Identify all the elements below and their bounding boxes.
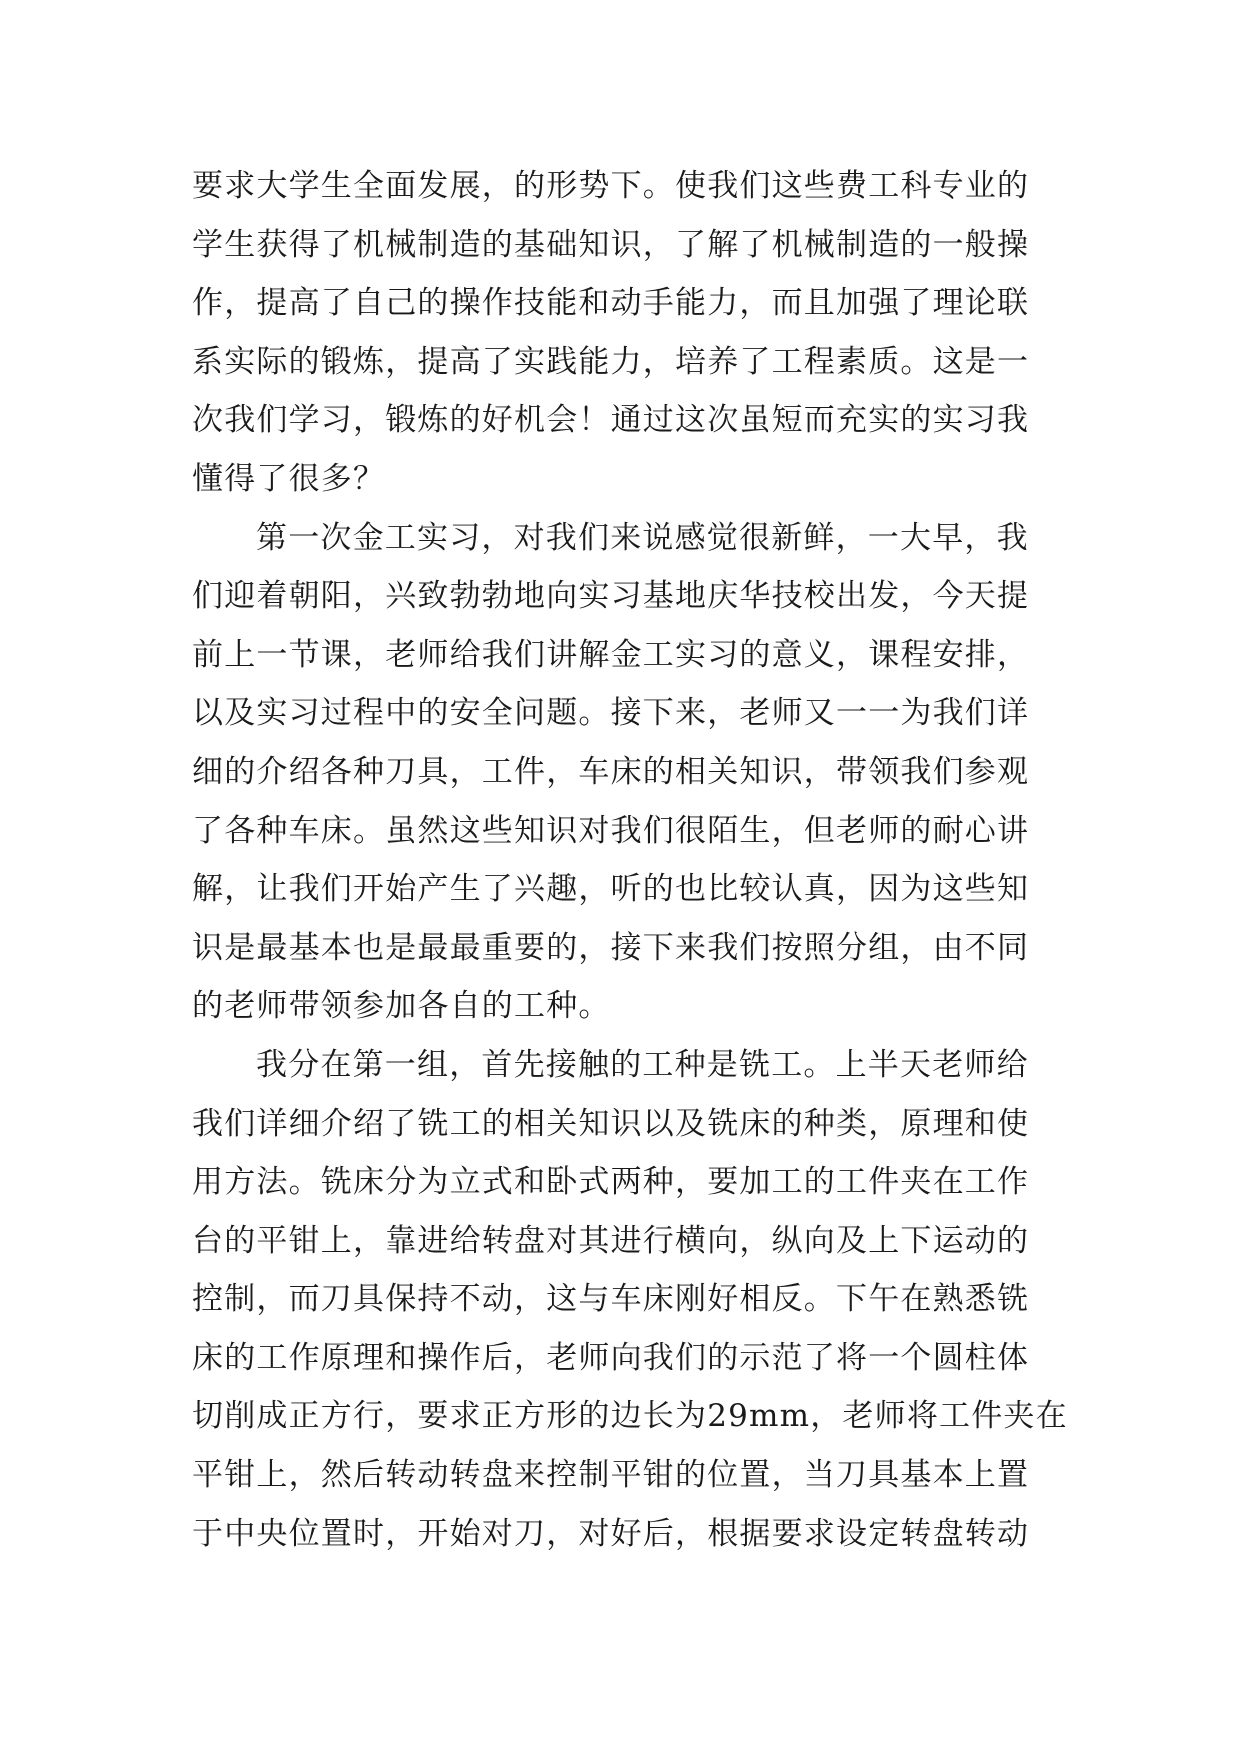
text-line: 台的平钳上，靠进给转盘对其进行横向，纵向及上下运动的 <box>192 1222 1030 1259</box>
text-line: 床的工作原理和操作后，老师向我们的示范了将一个圆柱体 <box>192 1339 1030 1376</box>
text-line: 系实际的锻炼，提高了实践能力，培养了工程素质。这是一 <box>192 343 1030 380</box>
text-line: 解，让我们开始产生了兴趣，听的也比较认真，因为这些知 <box>192 871 1030 908</box>
text-line: 控制，而刀具保持不动，这与车床刚好相反。下午在熟悉铣 <box>192 1281 1030 1318</box>
text-line: 前上一节课，老师给我们讲解金工实习的意义，课程安排， <box>192 636 1030 673</box>
text-line: 平钳上，然后转动转盘来控制平钳的位置，当刀具基本上置 <box>192 1457 1030 1494</box>
text-line: 细的介绍各种刀具，工件，车床的相关知识，带领我们参观 <box>192 753 1030 790</box>
text-line: 第一次金工实习，对我们来说感觉很新鲜，一大早，我 <box>256 519 1029 556</box>
text-line: 切削成正方行，要求正方形的边长为29mm，老师将工件夹在 <box>192 1398 1068 1435</box>
text-line: 们迎着朝阳，兴致勃勃地向实习基地庆华技校出发，今天提 <box>192 578 1030 615</box>
text-line: 用方法。铣床分为立式和卧式两种，要加工的工件夹在工作 <box>192 1164 1030 1201</box>
text-line: 我们详细介绍了铣工的相关知识以及铣床的种类，原理和使 <box>192 1105 1030 1142</box>
text-line: 懂得了很多？ <box>192 460 386 497</box>
text-line: 我分在第一组，首先接触的工种是铣工。上半天老师给 <box>256 1046 1029 1083</box>
text-line: 识是最基本也是最最重要的，接下来我们按照分组，由不同 <box>192 929 1030 966</box>
text-line: 要求大学生全面发展，的形势下。使我们这些费工科专业的 <box>192 168 1030 204</box>
text-line: 次我们学习，锻炼的好机会！通过这次虽短而充实的实习我 <box>192 402 1030 439</box>
body-text <box>192 157 1068 1563</box>
text-line: 学生获得了机械制造的基础知识，了解了机械制造的一般操 <box>192 226 1030 263</box>
text-line: 的老师带领参加各自的工种。 <box>192 988 611 1025</box>
text-line: 作，提高了自己的操作技能和动手能力，而且加强了理论联 <box>192 285 1030 322</box>
text-line: 以及实习过程中的安全问题。接下来，老师又一一为我们详 <box>192 695 1030 732</box>
text-line: 于中央位置时，开始对刀，对好后，根据要求设定转盘转动 <box>192 1515 1030 1552</box>
text-line: 了各种车床。虽然这些知识对我们很陌生，但老师的耐心讲 <box>192 812 1030 849</box>
